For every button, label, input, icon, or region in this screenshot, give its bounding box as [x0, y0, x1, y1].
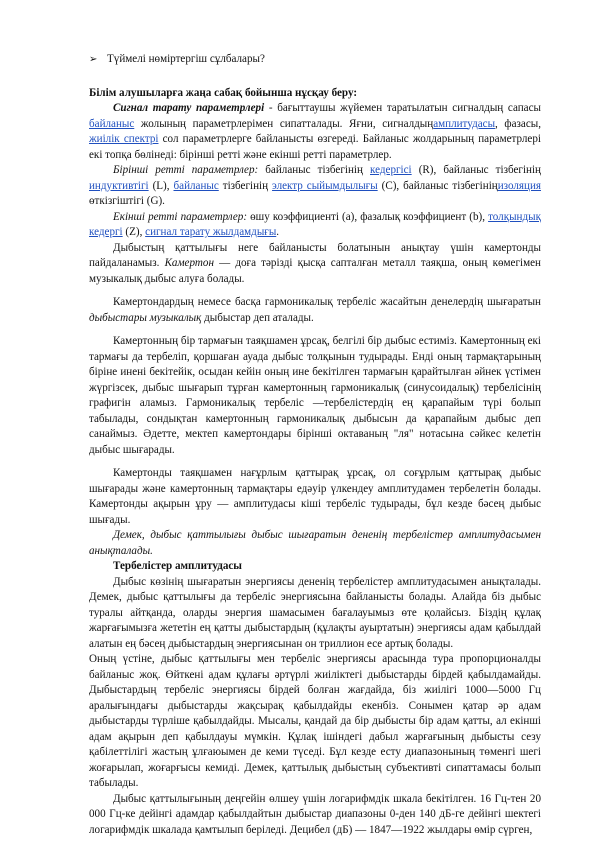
link-frequency-spectrum[interactable]: жиілік спектрі	[89, 133, 159, 145]
link-insulation[interactable]: изоляция	[497, 179, 541, 192]
paragraph-harmonic: Камертонның бір тармағын таяқшамен ұрсақ, белгілі бір дыбыс естиміз. Камертонның екі тармағы да тербеліп, қоршаған ауада дыбыс толқынын тудырады. Енді оның тармақтарының біріне инені бекітейік, осыдан кейін оның ине бекітілген тармағын қарайтылған әйнек үстімен жүргізсек, дыбыс шығарып тұрған камертонның гармоникалық (синусоидалық) тербелісінің графигін аламыз. Гармоникалық тербеліс —тербелістердің ең қарапайым түрі болып табылады, сондықтан камертонның гармоникалық дыбысын да қарапайым дыбыс деп санаймыз. Әдетте, мектеп камертондары бірінші октаваның "ля" нотасына сәйкес келетін дыбыс шығарады.	[89, 335, 541, 456]
question-bullet	[89, 52, 541, 68]
arrow-bullet-icon: ➢	[89, 54, 98, 65]
paragraph-signal-parameters: Сигнал тарату параметрлері - бағыттаушы жүйемен таратылатын сигналдың сапасы байланыс жолының параметрлерімен сипатталады. Яғни, сигналдыңамплитудасы, фазасы, жиілік спектрі сол параметрлерге байланысты өзгереді. Байланыс жолдарының параметрлері екі топқа бөлінеді: бірінші ретті және екінші ретті параметрлер.	[89, 102, 541, 161]
paragraph-log-scale: Дыбыс қаттылығының деңгейін өлшеу үшін логарифмдік шкала бекітілген. 16 Гц-тен 20 000 Гц-ке дейінгі адамдар қабылдайтын дыбыстар диапазоны 0-ден 140 дБ-ге дейінгі шектегі логарифмдік шкалада қамтылып беріледі. Децибел (дБ) — 1847—1922 жылдары өмір сүрген,	[89, 792, 541, 836]
paragraph-tuning-fork: Дыбыстың қаттылығы неге байланысты болатынын анықтау үшін камертонды пайдаланамыз. Камертон — доға тәрізді қысқа сапталған металл таяқша, оның көмегімен музыкалық дыбыс алуға болады.	[89, 241, 541, 285]
paragraph-second-order: Екінші ретті параметрлер: өшу коэффициенті (a), фазалық коэффициент (b), толқындық кедергі (Z), сигнал тарату жылдамдығы.	[89, 210, 541, 238]
subheading-amplitude: Тербелістер амплитудасы	[113, 560, 242, 572]
link-inductance[interactable]: индуктивтігі	[89, 179, 149, 192]
link-bailanys-2[interactable]: байланыс	[173, 179, 219, 192]
link-signal-speed[interactable]: сигнал тарату жылдамдығы	[145, 226, 277, 238]
paragraph-first-order: Бірінші ретті параметрлер: байланыс тізбегінің кедергісі (R), байланыс тізбегінің индуктивтігі (L), байланыс тізбегінің электр сыйымдылығы (C), байланыс тізбегініңизоляция өткізгіштігі (G).	[89, 164, 541, 207]
term-title: Екінші ретті параметрлер:	[113, 210, 248, 223]
paragraph-perception: Оның үстіне, дыбыс қаттылығы мен тербеліс энергиясы арасында тура пропорционалды байланыс жоқ. Өйткені адам құлағы әртүрлі жиіліктегі дыбыстарды бірдей қабылдамайды. Дыбыстардың тербеліс энергиясы бірдей болған жағдайда, біз жиілігі 1000—5000 Гц аралығындағы дыбыстарды жақсырақ қабылдайды екенбіз. Сонымен қатар әр адам дыбыстарды түрліше қабылдайды. Мысалы, қандай да бір дыбысты бір адам қатты, ал екінші адам ақырын деп қабылдауы мүмкін. Құлақ ішіндегі дабыл жарғағының дыбысты сезу қабілеттілігі жастың ұлғаюымен де кеми түседі. Бұл кезде есту диапазонының төменгі шегі жоғарылап, жоғарғысы кемиді. Демек, қаттылық дыбыстың субъективті сипаттамасы болып табылады.	[89, 653, 541, 789]
paragraph-musical-sounds: Камертондардың немесе басқа гармоникалық тербеліс жасайтын денелердің шығаратын дыбыстары музыкалық дыбыстар деп аталады.	[89, 296, 541, 324]
paragraph-energy: Дыбыс көзінің шығаратын энергиясы дененің тербелістер амплитудасымен анықталады. Демек, дыбыс қаттылығы да тербеліс энергиясына байланысты болады. Алайда біз дыбыс туралы айтқанда, оларды энергия шамасымен бағалауымыз өте қолайсыз. Біздің құлақ жарғағымызға жететін ең қатты дыбыстардың (құлақты ауыртатын) энергиясы адам қабылдай алатын ең бәсең дыбыстардың энергиясынан он триллион есе артық болады.	[89, 575, 541, 650]
paragraph-strike: Камертонды таяқшамен нағұрлым қаттырақ ұрсақ, ол соғұрлым қаттырақ дыбыс шығарады және камертонның тармақтары едәуір үлкендеу амплитудамен тербелетін болады. Камертонды ақырын ұру — амплитудасы кіші тербеліс тудырады, бұл кезде бәсең дыбыс шығады.	[89, 467, 541, 526]
section-heading: Білім алушыларға жаңа сабақ бойынша нұсқау беру:	[89, 86, 358, 99]
paragraph-conclusion: Демек, дыбыс қаттылығы дыбыс шығаратын дененің тербелістер амплитудасымен анықталады.	[89, 529, 541, 557]
document-page	[89, 52, 541, 838]
link-resistance[interactable]: кедергісі	[370, 164, 412, 176]
term-title: Сигнал тарату параметрлері	[113, 102, 265, 114]
link-wave-impedance[interactable]: толқындық кедергі	[89, 210, 541, 238]
bullet-text: Түймелі нөміртергіш сұлбалары?	[107, 53, 265, 65]
link-amplitude[interactable]: амплитудасы	[433, 117, 496, 130]
link-capacitance[interactable]: электр сыйымдылығы	[272, 179, 378, 192]
term-title: Бірінші ретті параметрлер:	[113, 164, 259, 176]
link-bailanys[interactable]: байланыс	[89, 117, 135, 130]
